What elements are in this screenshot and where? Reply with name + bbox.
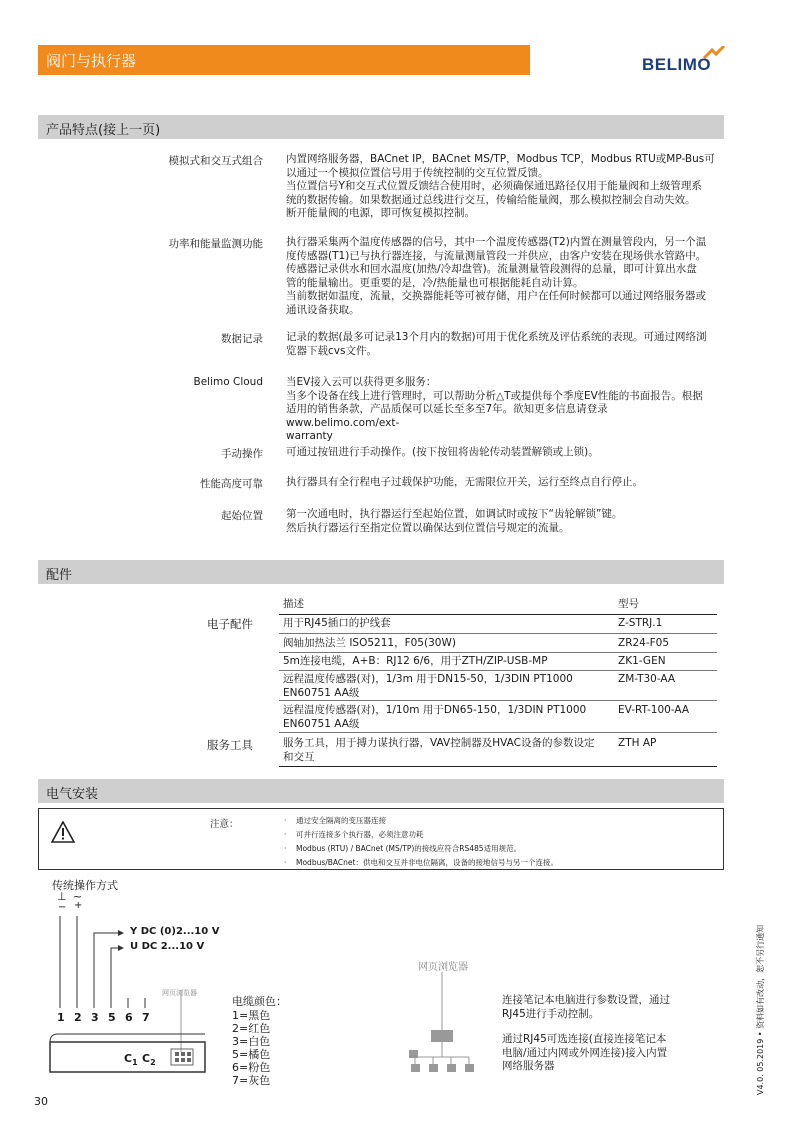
terminal-number: 1 — [57, 1011, 65, 1024]
rj45-connection-text — [502, 1033, 667, 1074]
section-bar-accessories — [38, 560, 724, 584]
table-row-rule — [279, 633, 717, 634]
c1-label — [124, 1052, 138, 1067]
feature-label: 数据记录 — [221, 333, 263, 345]
feature-text-line: 通讯设备获取。 — [286, 303, 360, 316]
network-diagram-icon — [405, 972, 495, 1082]
feature-text-line: 当多个设备在线上进行管理时，可以帮助分析△T或提供每个季度EV性能的书面报告。根据 — [286, 389, 703, 402]
version-notice: V4.0. 05.2019 • 资料如有改动，恕不另行通知 — [756, 924, 765, 1095]
feature-text-line: 管的能量输出。更重要的是，冷/热能量也可根据能耗自动计算。 — [286, 276, 584, 289]
section-bar-electrical — [38, 779, 724, 803]
c2-sub: 2 — [150, 1058, 156, 1068]
feature-text-line: 适用的销售条款，产品质保可以延长至多至7年。欲知更多信息请登录www.belimo.com/ext- — [286, 403, 608, 429]
cable-color-item: 5=橘色 — [232, 1048, 271, 1061]
warning-icon — [51, 821, 75, 843]
feature-text-line: 记录的数据(最多可记录13个月内的数据)可用于优化系统及评估系统的表现。可通过网络浏 — [286, 331, 707, 343]
category-service-tools: 服务工具 — [207, 738, 253, 752]
cable-color-item: 1=黑色 — [232, 1009, 271, 1022]
feature-text-line: 当前数据如温度，流量，交换器能耗等可被存储，用户在任何时候都可以通过网络服务器或 — [286, 290, 706, 302]
feature-text-line: 内置网络服务器，BACnet IP，BACnet MS/TP，Modbus TCP，Modbus RTU或MP-Bus可 — [286, 153, 715, 165]
y-signal-label: Y DC (0)2...10 V — [130, 926, 220, 937]
u-signal-label: U DC 2...10 V — [130, 941, 205, 952]
note-bullet: · — [284, 844, 287, 853]
note-item: 通过安全隔离的变压器连接 — [296, 816, 386, 825]
accessory-description-line: 和交互 — [283, 750, 315, 763]
c1-sub: 1 — [132, 1058, 138, 1068]
section-title-accessories: 配件 — [46, 568, 73, 583]
page-category-title: 阀门与执行器 — [46, 52, 137, 70]
feature-label: 功率和能量监测功能 — [168, 238, 263, 250]
feature-text-line: 览器下载cvs文件。 — [286, 344, 377, 357]
feature-text-line: 执行器采集两个温度传感器的信号，其中一个温度传感器(T2)内置在测量管段内，另一个温 — [286, 236, 707, 248]
feature-label: 性能高度可靠 — [200, 478, 263, 490]
cable-colors-title: 电缆颜色： — [232, 995, 287, 1008]
belimo-logo — [642, 52, 727, 78]
accessory-model: ZK1-GEN — [618, 655, 666, 667]
rj45-connection-line: 电脑/通过内网或外网连接)接入内置 — [502, 1046, 668, 1059]
cable-color-item: 6=粉色 — [232, 1061, 271, 1074]
note-item: 可并行连接多个执行器，必须注意功耗 — [296, 830, 424, 839]
feature-text-line: 当位置信号Y和交互式位置反馈结合使用时，必须确保通迅路径仅用于能量阀和上级管理系 — [286, 180, 702, 192]
note-bullet: · — [284, 830, 287, 839]
col-header-model: 型号 — [618, 598, 639, 610]
col-header-description: 描述 — [283, 598, 304, 610]
accessory-model: ZM-T30-AA — [618, 673, 676, 685]
terminal-number: 7 — [142, 1011, 150, 1024]
table-header-rule — [279, 614, 717, 615]
accessory-description — [283, 617, 608, 631]
c1-letter: C — [124, 1052, 133, 1065]
browser-label: 网页浏览器 — [418, 962, 468, 973]
feature-text — [286, 236, 716, 317]
feature-label: 手动操作 — [221, 448, 263, 460]
feature-text — [286, 476, 716, 490]
section-title-electrical: 电气安装 — [46, 787, 99, 802]
ground-symbol: ⊥ — [57, 890, 67, 903]
section-bar-features — [38, 115, 724, 139]
accessory-model: ZR24-F05 — [618, 637, 670, 649]
accessory-description-line: 远程温度传感器(对)，1/3m 用于DN15-50，1/3DIN PT1000 — [283, 673, 573, 685]
feature-text-line: 以通过一个模拟位置信号用于传统控制的交互位置反馈。 — [286, 166, 549, 179]
accessory-description-line: 5m连接电缆，A+B：RJ12 6/6，用于ZTH/ZIP-USB-MP — [283, 655, 548, 667]
feature-text-line: 统的数据传输。如果数据通过总线进行交互，传输给能量阀，那么模拟控制会自动失效。 — [286, 193, 696, 206]
accessory-model: ZTH AP — [618, 737, 657, 749]
laptop-connection-text — [502, 994, 670, 1021]
feature-text-line: warranty — [286, 430, 333, 442]
terminal-number: 2 — [74, 1011, 82, 1024]
accessory-model: Z-STRJ.1 — [618, 617, 663, 629]
note-item: Modbus/BACnet：供电和交互并非电位隔离，设备的接地信号与另一个连接。 — [296, 858, 558, 867]
table-row-rule — [279, 700, 717, 701]
feature-text-line: 断开能量阀的电源，即可恢复模拟控制。 — [286, 207, 475, 219]
header-banner — [38, 45, 530, 75]
feature-text — [286, 446, 716, 460]
accessory-description — [283, 637, 608, 651]
rj45-connection-line: 通过RJ45可选连接(直接连接笔记本 — [502, 1033, 667, 1045]
plus-symbol: + — [74, 900, 83, 911]
logo-text: BELIMO — [642, 55, 712, 74]
note-item: Modbus (RTU) / BACnet (MS/TP)的接线应符合RS485适用规范。 — [296, 844, 522, 853]
laptop-connection-line: 连接笔记本电脑进行参数设置，通过 — [502, 994, 670, 1006]
accessory-description — [283, 673, 608, 700]
feature-text — [286, 508, 716, 535]
feature-text — [286, 153, 716, 221]
note-bullet: · — [284, 816, 287, 825]
table-row-rule — [279, 670, 717, 671]
feature-label: 模拟式和交互式组合 — [168, 155, 263, 167]
c2-label — [142, 1052, 156, 1067]
terminal-number: 6 — [125, 1011, 133, 1024]
terminal-number: 5 — [108, 1011, 116, 1024]
feature-text-line: 然后执行器运行至指定位置以确保达到位置信号规定的流量。 — [286, 521, 570, 534]
table-row-rule — [279, 732, 717, 733]
c2-letter: C — [142, 1052, 151, 1065]
table-row-rule — [279, 766, 717, 767]
cable-color-item: 7=灰色 — [232, 1074, 271, 1087]
page-number: 30 — [34, 1095, 48, 1108]
table-row-rule — [279, 652, 717, 653]
feature-text-line: 可通过按钮进行手动操作。(按下按钮将齿轮传动装置解锁或上锁)。 — [286, 446, 599, 458]
accessory-description-line: 用于RJ45插口的护线套 — [283, 617, 391, 629]
accessory-description — [283, 704, 608, 731]
accessory-description — [283, 737, 608, 764]
feature-text-line: 传感器记录供水和回水温度(加热/冷却盘管)。流量测量管段测得的总量，即可计算出水盘 — [286, 263, 697, 275]
accessory-description-line: EN60751 AA级 — [283, 686, 360, 699]
accessory-description-line: 远程温度传感器(对)，1/10m 用于DN65-150，1/3DIN PT1000 — [283, 704, 587, 716]
cable-color-item: 3=白色 — [232, 1035, 271, 1048]
note-bullet: · — [284, 858, 287, 867]
feature-label: Belimo Cloud — [193, 376, 263, 388]
browser-small-label: 网页浏览器 — [162, 989, 197, 997]
feature-text — [286, 376, 716, 444]
terminal-number: 3 — [91, 1011, 99, 1024]
feature-text-line: 执行器具有全行程电子过载保护功能，无需限位开关，运行至终点自行停止。 — [286, 476, 643, 488]
accessory-description-line: 阀轴加热法兰 ISO5211，F05(30W) — [283, 637, 456, 649]
diagram-title: 传统操作方式 — [52, 879, 118, 892]
laptop-connection-line: RJ45进行手动控制。 — [502, 1007, 600, 1020]
note-label: 注意： — [210, 819, 239, 830]
ac-symbol: ~ — [73, 890, 83, 903]
feature-text-line: 当EV接入云可以获得更多服务： — [286, 376, 437, 388]
feature-label: 起始位置 — [221, 510, 263, 522]
feature-text — [286, 331, 716, 358]
accessory-description-line: 服务工具，用于搏力谋执行器，VAV控制器及HVAC设备的参数设定 — [283, 737, 595, 749]
logo-mark-icon — [702, 46, 728, 60]
cable-color-item: 2=红色 — [232, 1022, 271, 1035]
feature-text-line: 度传感器(T1)已与执行器连接，与流量测量管段一并供应，由客户安装在现场供水管路中。 — [286, 249, 707, 262]
accessory-description — [283, 655, 608, 669]
accessory-model: EV-RT-100-AA — [618, 704, 690, 716]
feature-text-line: 第一次通电时，执行器运行至起始位置，如调试时或按下“齿轮解锁”键。 — [286, 508, 623, 520]
accessory-description-line: EN60751 AA级 — [283, 717, 360, 730]
category-electrical-accessories: 电子配件 — [207, 617, 253, 631]
minus-symbol: − — [58, 902, 67, 913]
rj45-connection-line: 网络服务器 — [502, 1060, 555, 1072]
section-title-features: 产品特点(接上一页) — [46, 123, 161, 138]
